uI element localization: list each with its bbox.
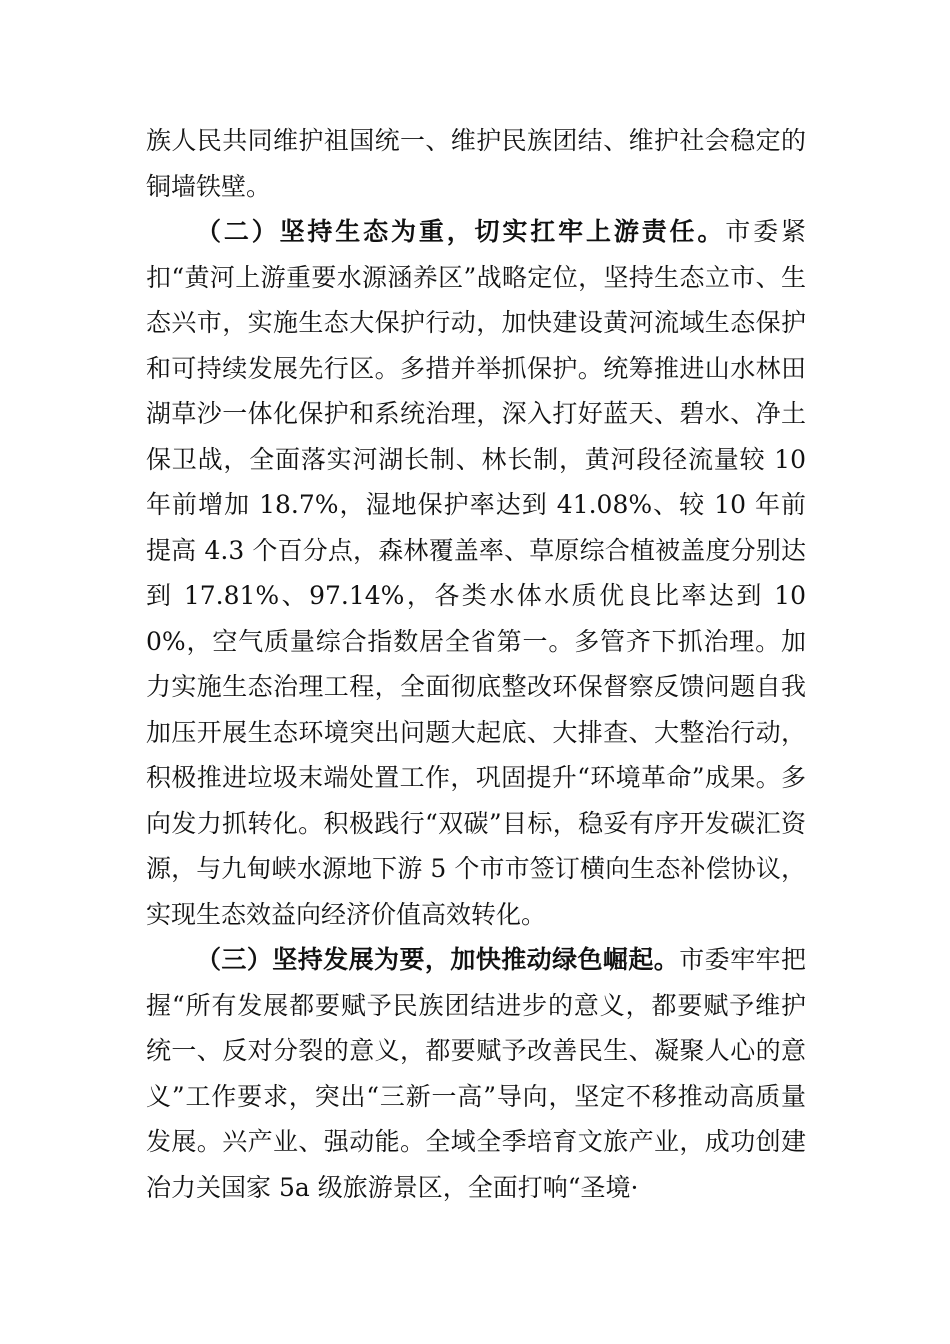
paragraph-text: 市委牢牢把握“所有发展都要赋予民族团结进步的意义，都要赋予维护统一、反对分裂的意义，都要赋予改善民生、凝聚人心的意义”工作要求，突出“三新一高”导向，坚定不移推动高质量发展。兴产业、强动能。全域全季培育文旅产业，成功创建冶力关国家 5a 级旅游景区，全面打响“圣境· bbox=[146, 945, 806, 1202]
paragraph-text: 族人民共同维护祖国统一、维护民族团结、维护社会稳定的铜墙铁壁。 bbox=[146, 126, 806, 201]
paragraph-text: 市委紧扣“黄河上游重要水源涵养区”战略定位，坚持生态立市、生态兴市，实施生态大保护行动，加快建设黄河流域生态保护和可持续发展先行区。多措并举抓保护。统筹推进山水林田湖草沙一体化保护和系统治理，深入打好蓝天、碧水、净土保卫战，全面落实河湖长制、林长制，黄河段径流量较 10 年前增加 18.7%，湿地保护率达到 41.08%、较 10 年前提高 4.3 个百分点，森林覆盖率、草原综合植被盖度分别达到 17.81%、97.14%，各类水体水质优良比率达到 100%，空气质量综合指数居全省第一。多管齐下抓治理。加力实施生态治理工程，全面彻底整改环保督察反馈问题自我加压开展生态环境突出问题大起底、大排查、大整治行动，积极推进垃圾末端处置工作，巩固提升“环境革命”成果。多向发力抓转化。积极践行“双碳”目标，稳妥有序开发碳汇资源，与九甸峡水源地下游 5 个市市签订横向生态补偿协议，实现生态效益向经济价值高效转化。 bbox=[146, 217, 806, 929]
paragraph-continuation bbox=[146, 118, 806, 209]
document-body bbox=[146, 118, 806, 1210]
paragraph-development bbox=[146, 937, 806, 1210]
paragraph-heading: （二）坚持生态为重，切实扛牢上游责任。 bbox=[196, 217, 726, 246]
paragraph-heading: （三）坚持发展为要，加快推动绿色崛起。 bbox=[196, 945, 680, 974]
paragraph-ecology bbox=[146, 209, 806, 937]
